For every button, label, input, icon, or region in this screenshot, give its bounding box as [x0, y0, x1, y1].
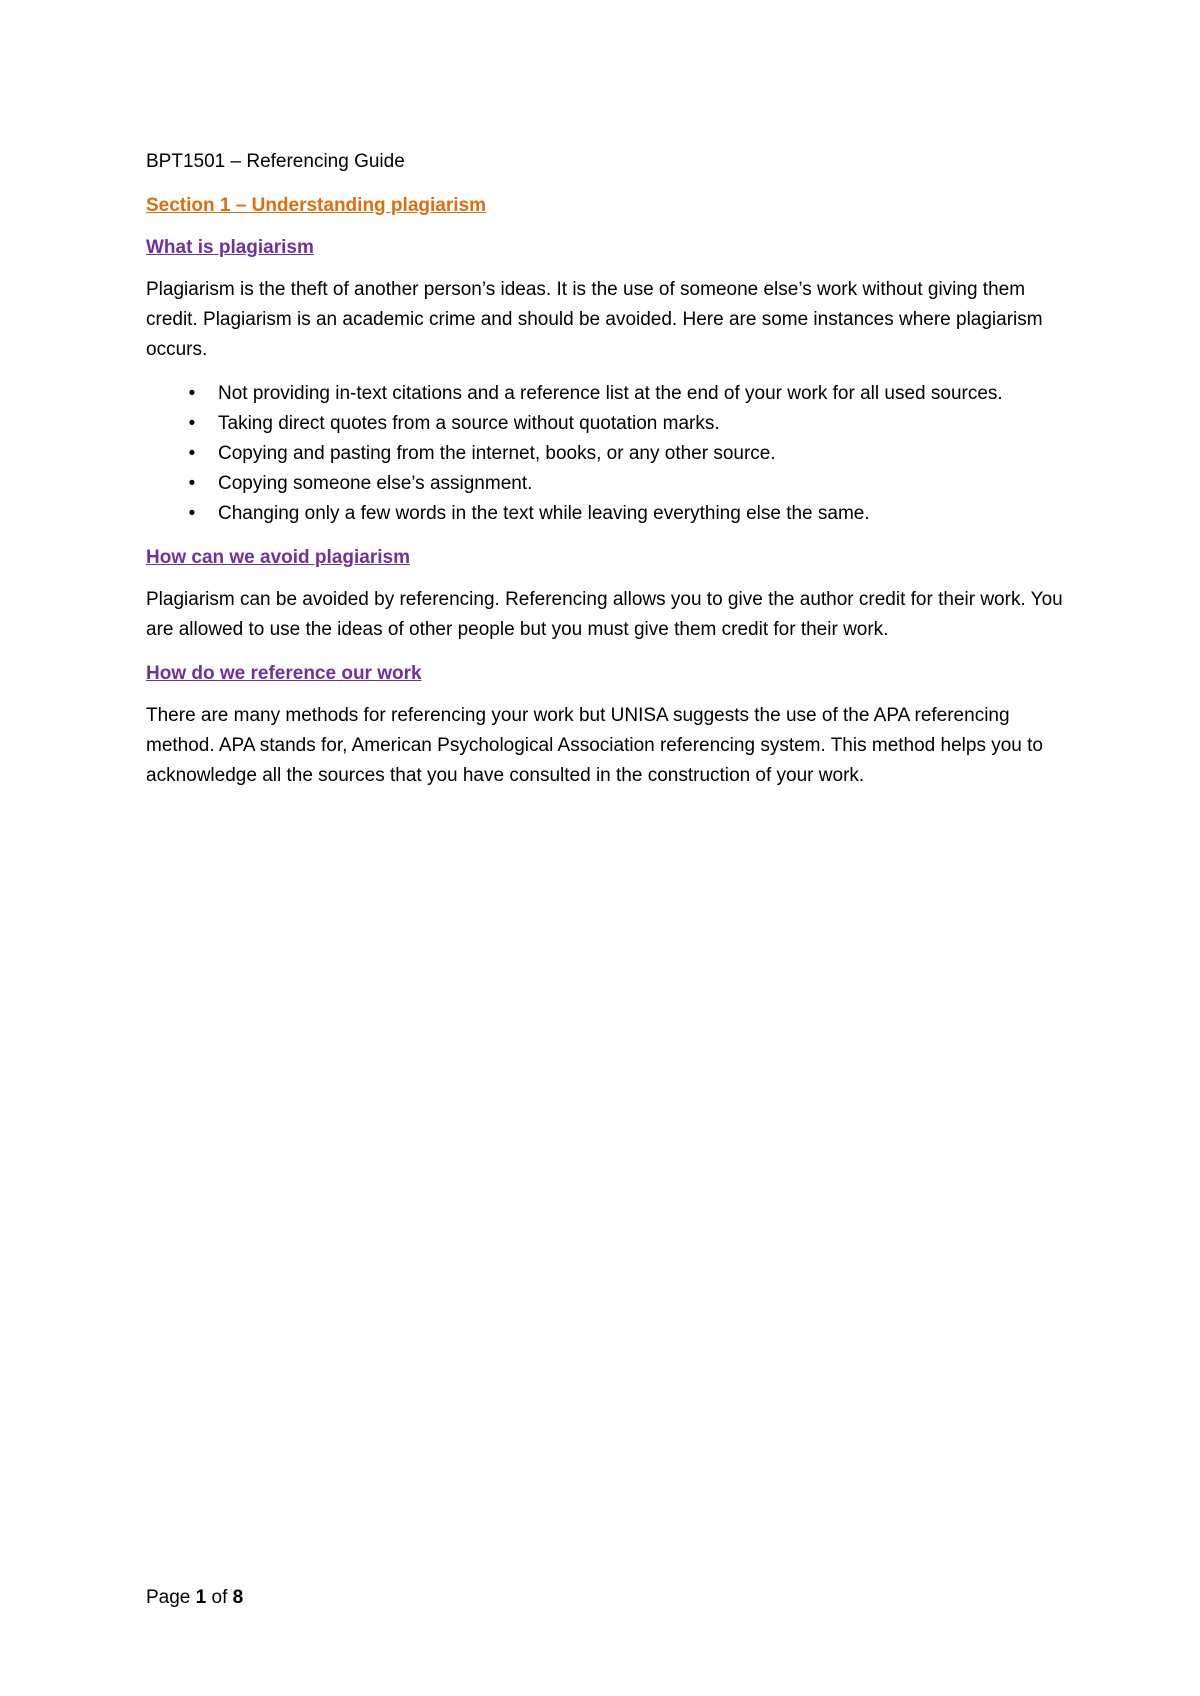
reference-work-heading: How do we reference our work	[146, 663, 422, 684]
current-page-number: 1	[195, 1587, 207, 1608]
reference-work-paragraph: There are many methods for referencing your work but UNISA suggests the use of the APA referencing method. APA stands for, American Psychological Association referencing system. This method helps you to acknowledge all the sources that you have consulted in the construction of your work.	[146, 705, 1043, 786]
bullet-icon: •	[188, 383, 196, 404]
total-pages-number: 8	[232, 1587, 244, 1608]
page-footer	[146, 1585, 243, 1611]
bullet-icon: •	[188, 473, 196, 494]
what-is-plagiarism-paragraph: Plagiarism is the theft of another person’s ideas. It is the use of someone else’s work without giving them credit. Plagiarism is an academic crime and should be avoided. Here are some instances where plagiarism occurs.	[146, 279, 1043, 360]
what-is-plagiarism-heading: What is plagiarism	[146, 237, 314, 258]
list-item	[146, 499, 1066, 529]
list-item	[146, 409, 1066, 439]
section-heading: Section 1 – Understanding plagiarism	[146, 195, 486, 216]
list-item-text: Copying and pasting from the internet, books, or any other source.	[218, 443, 776, 464]
page-content	[146, 147, 1066, 805]
bullet-icon: •	[188, 413, 196, 434]
list-item-text: Changing only a few words in the text while leaving everything else the same.	[218, 503, 870, 524]
list-item	[146, 469, 1066, 499]
list-item	[146, 379, 1066, 409]
bullet-icon: •	[188, 443, 196, 464]
page-label: Page	[146, 1587, 191, 1608]
of-label: of	[211, 1587, 228, 1608]
plagiarism-instances-list	[146, 379, 1066, 529]
avoid-plagiarism-heading: How can we avoid plagiarism	[146, 547, 410, 568]
list-item-text: Not providing in-text citations and a reference list at the end of your work for all used sources.	[218, 383, 1003, 404]
list-item-text: Copying someone else’s assignment.	[218, 473, 533, 494]
list-item-text: Taking direct quotes from a source without quotation marks.	[218, 413, 720, 434]
avoid-plagiarism-paragraph: Plagiarism can be avoided by referencing. Referencing allows you to give the author credit for their work. You are allowed to use the ideas of other people but you must give them credit for their work.	[146, 589, 1063, 640]
bullet-icon: •	[188, 503, 196, 524]
document-title: BPT1501 – Referencing Guide	[146, 151, 405, 172]
list-item	[146, 439, 1066, 469]
